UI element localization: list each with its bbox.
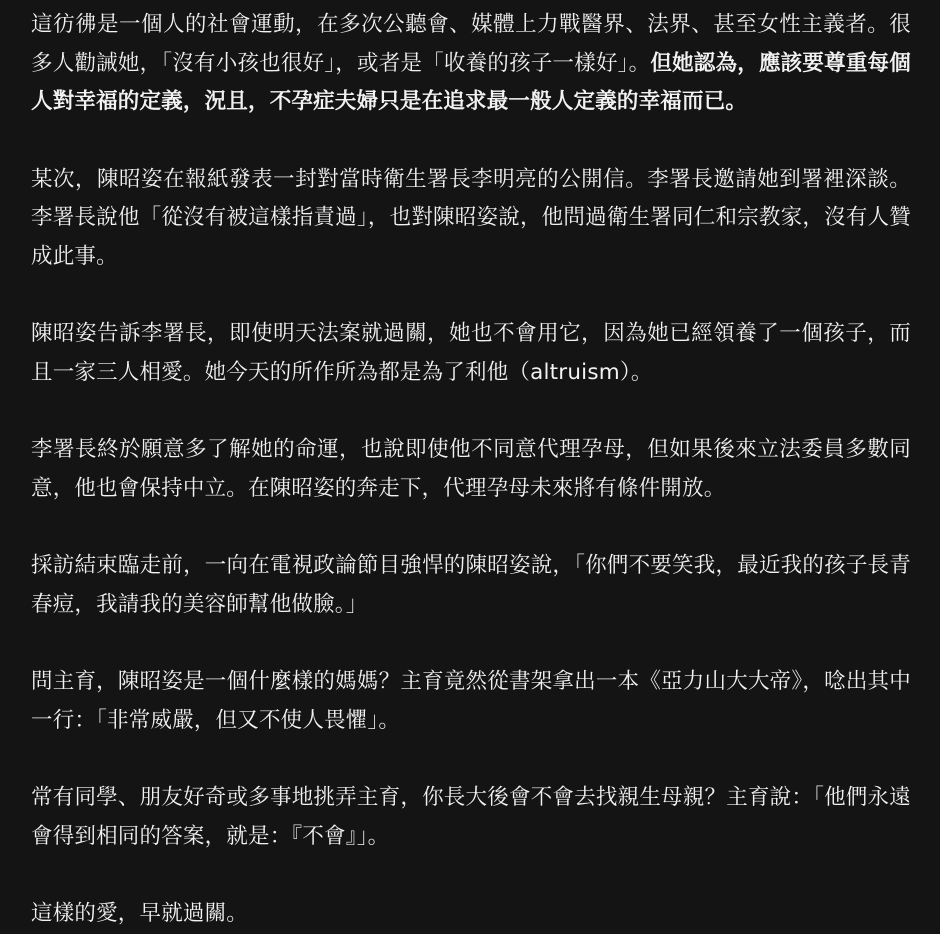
paragraph-3-text: 陳昭姿告訴李署長，即使明天法案就過關，她也不會用它，因為她已經領養了一個孩子，而且一家三人相愛。她今天的所作所為都是為了利他（altruism）。 (31, 321, 911, 385)
paragraph-1-text: 這彷彿是一個人的社會運動，在多次公聽會、媒體上力戰醫界、法界、甚至女性主義者。很多人勸誡她，「沒有小孩也很好」，或者是「收養的孩子一樣好」。 (31, 12, 911, 76)
paragraph-4 (31, 431, 911, 508)
paragraph-4-text: 李署長終於願意多了解她的命運，也說即使他不同意代理孕母，但如果後來立法委員多數同意，他也會保持中立。在陳昭姿的奔走下，代理孕母未來將有條件開放。 (31, 437, 911, 501)
paragraph-5-text: 採訪結束臨走前，一向在電視政論節目強悍的陳昭姿說，「你們不要笑我，最近我的孩子長青春痘，我請我的美容師幫他做臉。」 (31, 553, 911, 617)
paragraph-2 (31, 161, 911, 277)
article-body (31, 6, 911, 934)
paragraph-6-text: 問主育，陳昭姿是一個什麼樣的媽媽？主育竟然從書架拿出一本《亞力山大大帝》，唸出其中一行：「非常威嚴，但又不使人畏懼」。 (31, 669, 911, 733)
paragraph-7 (31, 779, 911, 856)
paragraph-8-text: 這樣的愛，早就過關。 (31, 901, 249, 926)
paragraph-2-text: 某次，陳昭姿在報紙發表一封對當時衛生署長李明亮的公開信。李署長邀請她到署裡深談。李署長說他「從沒有被這樣指責過」，也對陳昭姿說，他問過衛生署同仁和宗教家，沒有人贊成此事。 (31, 166, 911, 269)
paragraph-6 (31, 663, 911, 740)
paragraph-5 (31, 547, 911, 624)
paragraph-1 (31, 6, 911, 122)
paragraph-3 (31, 315, 911, 392)
paragraph-1-bold-text: 但她認為，應該要尊重每個人對幸福的定義，況且，不孕症夫婦只是在追求最一般人定義的幸福而已。 (31, 50, 911, 114)
paragraph-8 (31, 895, 911, 934)
paragraph-7-text: 常有同學、朋友好奇或多事地挑弄主育，你長大後會不會去找親生母親？主育說：「他們永遠會得到相同的答案，就是：『不會』」。 (31, 785, 911, 849)
